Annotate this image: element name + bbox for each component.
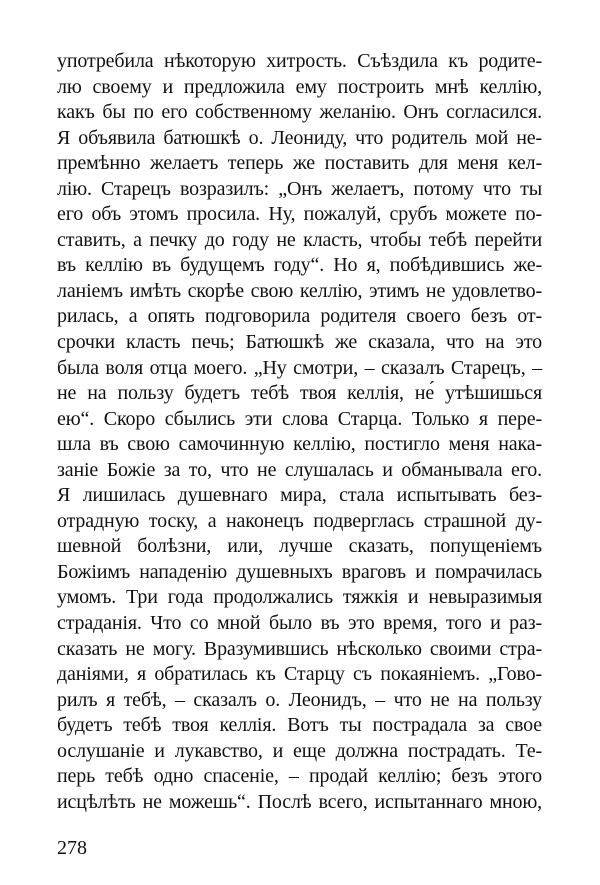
text-line: лю своему и предложила ему построить мнѣ келлію, xyxy=(57,75,542,98)
text-line: умомъ. Три года продолжались тяжкія и невыразимыя xyxy=(57,586,542,609)
text-line: исцѣлѣть не можешь“. Послѣ всего, испытаннаго мною, xyxy=(57,790,542,813)
page-number: 278 xyxy=(57,837,87,859)
text-line: шла въ свою самочинную келлію, постигло меня нака- xyxy=(57,433,542,456)
text-line: употребила нѣкоторую хитрость. Съѣздила къ родите- xyxy=(57,50,542,72)
text-line: Я лишилась душевнаго мира, стала испытывать без- xyxy=(57,484,542,507)
text-line: ланіемъ имѣть скорѣе свою келлію, этимъ не удовлетво- xyxy=(57,279,542,302)
text-line: даніями, я обратилась къ Старцу съ покаяніемъ. „Гово- xyxy=(57,663,542,686)
text-line: отрадную тоску, а наконецъ подверглась страшной ду- xyxy=(57,509,542,532)
text-line: ею“. Скоро сбылись эти слова Старца. Только я пере- xyxy=(57,407,542,430)
text-line: сказать не могу. Вразумившись нѣсколько своими стра- xyxy=(57,637,542,660)
text-line: премѣнно желаетъ теперь же поставить для меня кел- xyxy=(57,152,542,175)
text-line: была воля отца моего. „Ну смотри, – сказалъ Старецъ, – xyxy=(57,356,542,379)
text-line: срочки класть печь; Батюшкѣ же сказала, что на это xyxy=(57,331,542,354)
text-line: Божіимъ нападенію душевныхъ враговъ и помрачилась xyxy=(57,560,542,583)
text-line: въ келлію въ будущемъ году“. Но я, побѣдившись же- xyxy=(57,254,542,277)
text-line: ослушаніе и лукавство, и еще должна пострадать. Те- xyxy=(57,739,542,762)
text-line: какъ бы по его собственному желанію. Онъ согласился. xyxy=(57,101,542,124)
text-line: рилъ я тебѣ, – сказалъ о. Леонидъ, – что не на пользу xyxy=(57,688,542,711)
text-line: ставить, а печку до году не класть, чтобы тебѣ перейти xyxy=(57,228,542,251)
text-line: шевной болѣзни, или, лучше сказать, попущеніемъ xyxy=(57,535,542,558)
text-line: лію. Старецъ возразилъ: „Онъ желаетъ, потому что ты xyxy=(57,177,542,200)
body-text xyxy=(57,49,542,815)
text-line: будетъ тебѣ твоя келлія. Вотъ ты пострадала за свое xyxy=(57,714,542,737)
text-line: рилась, а опять подговорила родителя своего безъ от- xyxy=(57,305,542,328)
text-line: его объ этомъ просила. Ну, пожалуй, срубъ можете по- xyxy=(57,203,542,226)
text-line: страданія. Что со мной было въ это время, того и раз- xyxy=(57,612,542,635)
text-line: заніе Божіе за то, что не слушалась и обманывала его. xyxy=(57,458,542,481)
text-line: перь тебѣ одно спасеніе, – продай келлію; безъ этого xyxy=(57,765,542,788)
text-line: Я объявила батюшкѣ о. Леониду, что родитель мой не- xyxy=(57,126,542,149)
text-line: не на пользу будетъ тебѣ твоя келлія, не́ утѣшишься xyxy=(57,382,542,405)
